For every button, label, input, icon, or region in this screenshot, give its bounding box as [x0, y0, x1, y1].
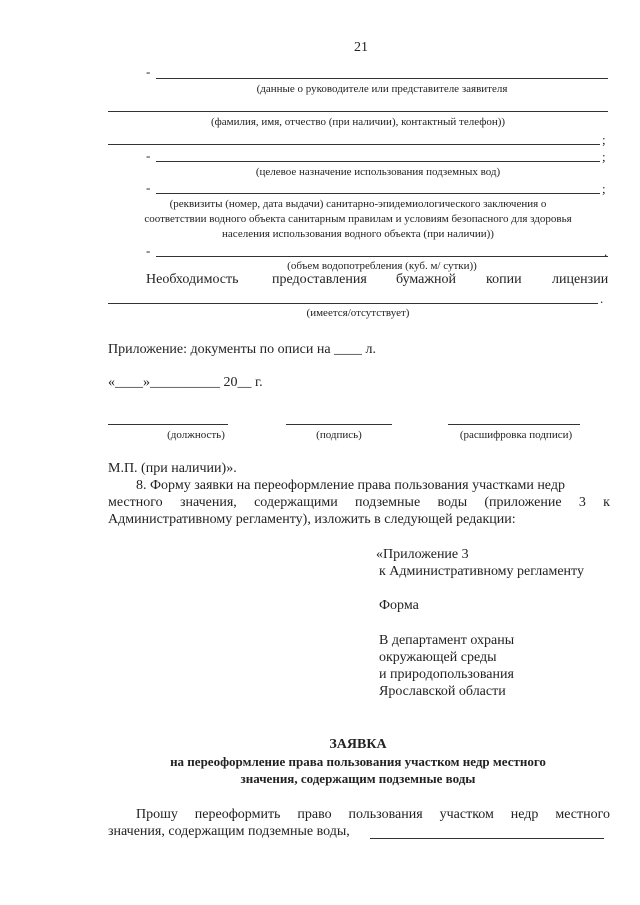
date-line: «____»__________ 20__ г.	[108, 375, 263, 390]
page-number: 21	[354, 40, 368, 55]
fill-line-exists	[108, 303, 598, 304]
caption-sanitary-2: соответствии водного объекта санитарным правилам и условиям безопасного для здоровья	[144, 213, 572, 225]
fill-line-fio	[108, 111, 608, 112]
paper-copy-word-5: лицензии	[552, 272, 609, 287]
fill-line-request	[370, 838, 604, 839]
item8-line-2: местного значения, содержащими подземные воды (приложение 3 к	[108, 495, 610, 510]
fill-line-sanitary	[156, 193, 600, 194]
addressee-line-2: окружающей среды	[379, 650, 497, 665]
addressee-line-3: и природопользования	[379, 667, 514, 682]
attachment-line: Приложение: документы по описи на ____ л.	[108, 342, 377, 357]
caption-position: (должность)	[167, 429, 225, 441]
document-subtitle-1: на переоформление права пользования участком недр местного	[170, 754, 546, 769]
fill-line-purpose	[156, 161, 600, 162]
document-title: ЗАЯВКА	[329, 737, 387, 752]
caption-purpose: (целевое назначение использования подземных вод)	[255, 166, 501, 178]
appendix-form: Форма	[379, 598, 419, 613]
item8-line-3: Административному регламенту), изложить в следующей редакции:	[108, 512, 516, 527]
paper-copy-word-1: Необходимость	[146, 272, 239, 287]
semicolon: ;	[602, 181, 606, 196]
dash-marker: -	[146, 180, 151, 195]
appendix-line-2: к Административному регламенту	[379, 564, 584, 579]
appendix-line-1: «Приложение 3	[376, 547, 469, 562]
signature-line-position	[108, 424, 228, 425]
caption-sanitary-3: населения использования водного объекта (при наличии))	[222, 228, 494, 240]
fill-line-volume	[156, 256, 608, 257]
caption-sign: (подпись)	[316, 429, 362, 441]
caption-decoding: (расшифровка подписи)	[459, 429, 573, 441]
caption-exists: (имеется/отсутствует)	[306, 307, 410, 319]
semicolon: ;	[602, 149, 606, 164]
signature-line-sign	[286, 424, 392, 425]
dash-marker: -	[146, 243, 151, 258]
paper-copy-word-3: бумажной	[396, 272, 457, 287]
signature-line-decoding	[448, 424, 580, 425]
addressee-line-4: Ярославской области	[379, 684, 506, 699]
caption-volume: (объем водопотребления (куб. м/ сутки))	[287, 260, 477, 272]
dash-marker: -	[146, 64, 151, 79]
paper-copy-word-4: копии	[486, 272, 522, 287]
period: .	[600, 291, 604, 306]
fill-line-fio-2	[108, 144, 600, 145]
request-line-2: значения, содержащим подземные воды,	[108, 824, 350, 839]
request-line-1: Прошу переоформить право пользования участком недр местного	[136, 807, 610, 822]
addressee-line-1: В департамент охраны	[379, 633, 515, 648]
document-subtitle-2: значения, содержащим подземные воды	[240, 771, 476, 786]
stamp-text: М.П. (при наличии)».	[108, 461, 237, 476]
period: .	[604, 244, 608, 259]
dash-marker: -	[146, 148, 151, 163]
caption-sanitary-1: (реквизиты (номер, дата выдачи) санитарно-эпидемиологического заключения о	[169, 198, 547, 210]
paper-copy-word-2: предоставления	[272, 272, 367, 287]
item8-line-1: 8. Форму заявки на переоформление права пользования участками недр	[136, 478, 565, 493]
fill-line-head	[156, 78, 608, 79]
caption-fio: (фамилия, имя, отчество (при наличии), контактный телефон))	[210, 116, 506, 128]
semicolon: ;	[602, 132, 606, 147]
caption-head: (данные о руководителе или представителе заявителя	[256, 83, 508, 95]
